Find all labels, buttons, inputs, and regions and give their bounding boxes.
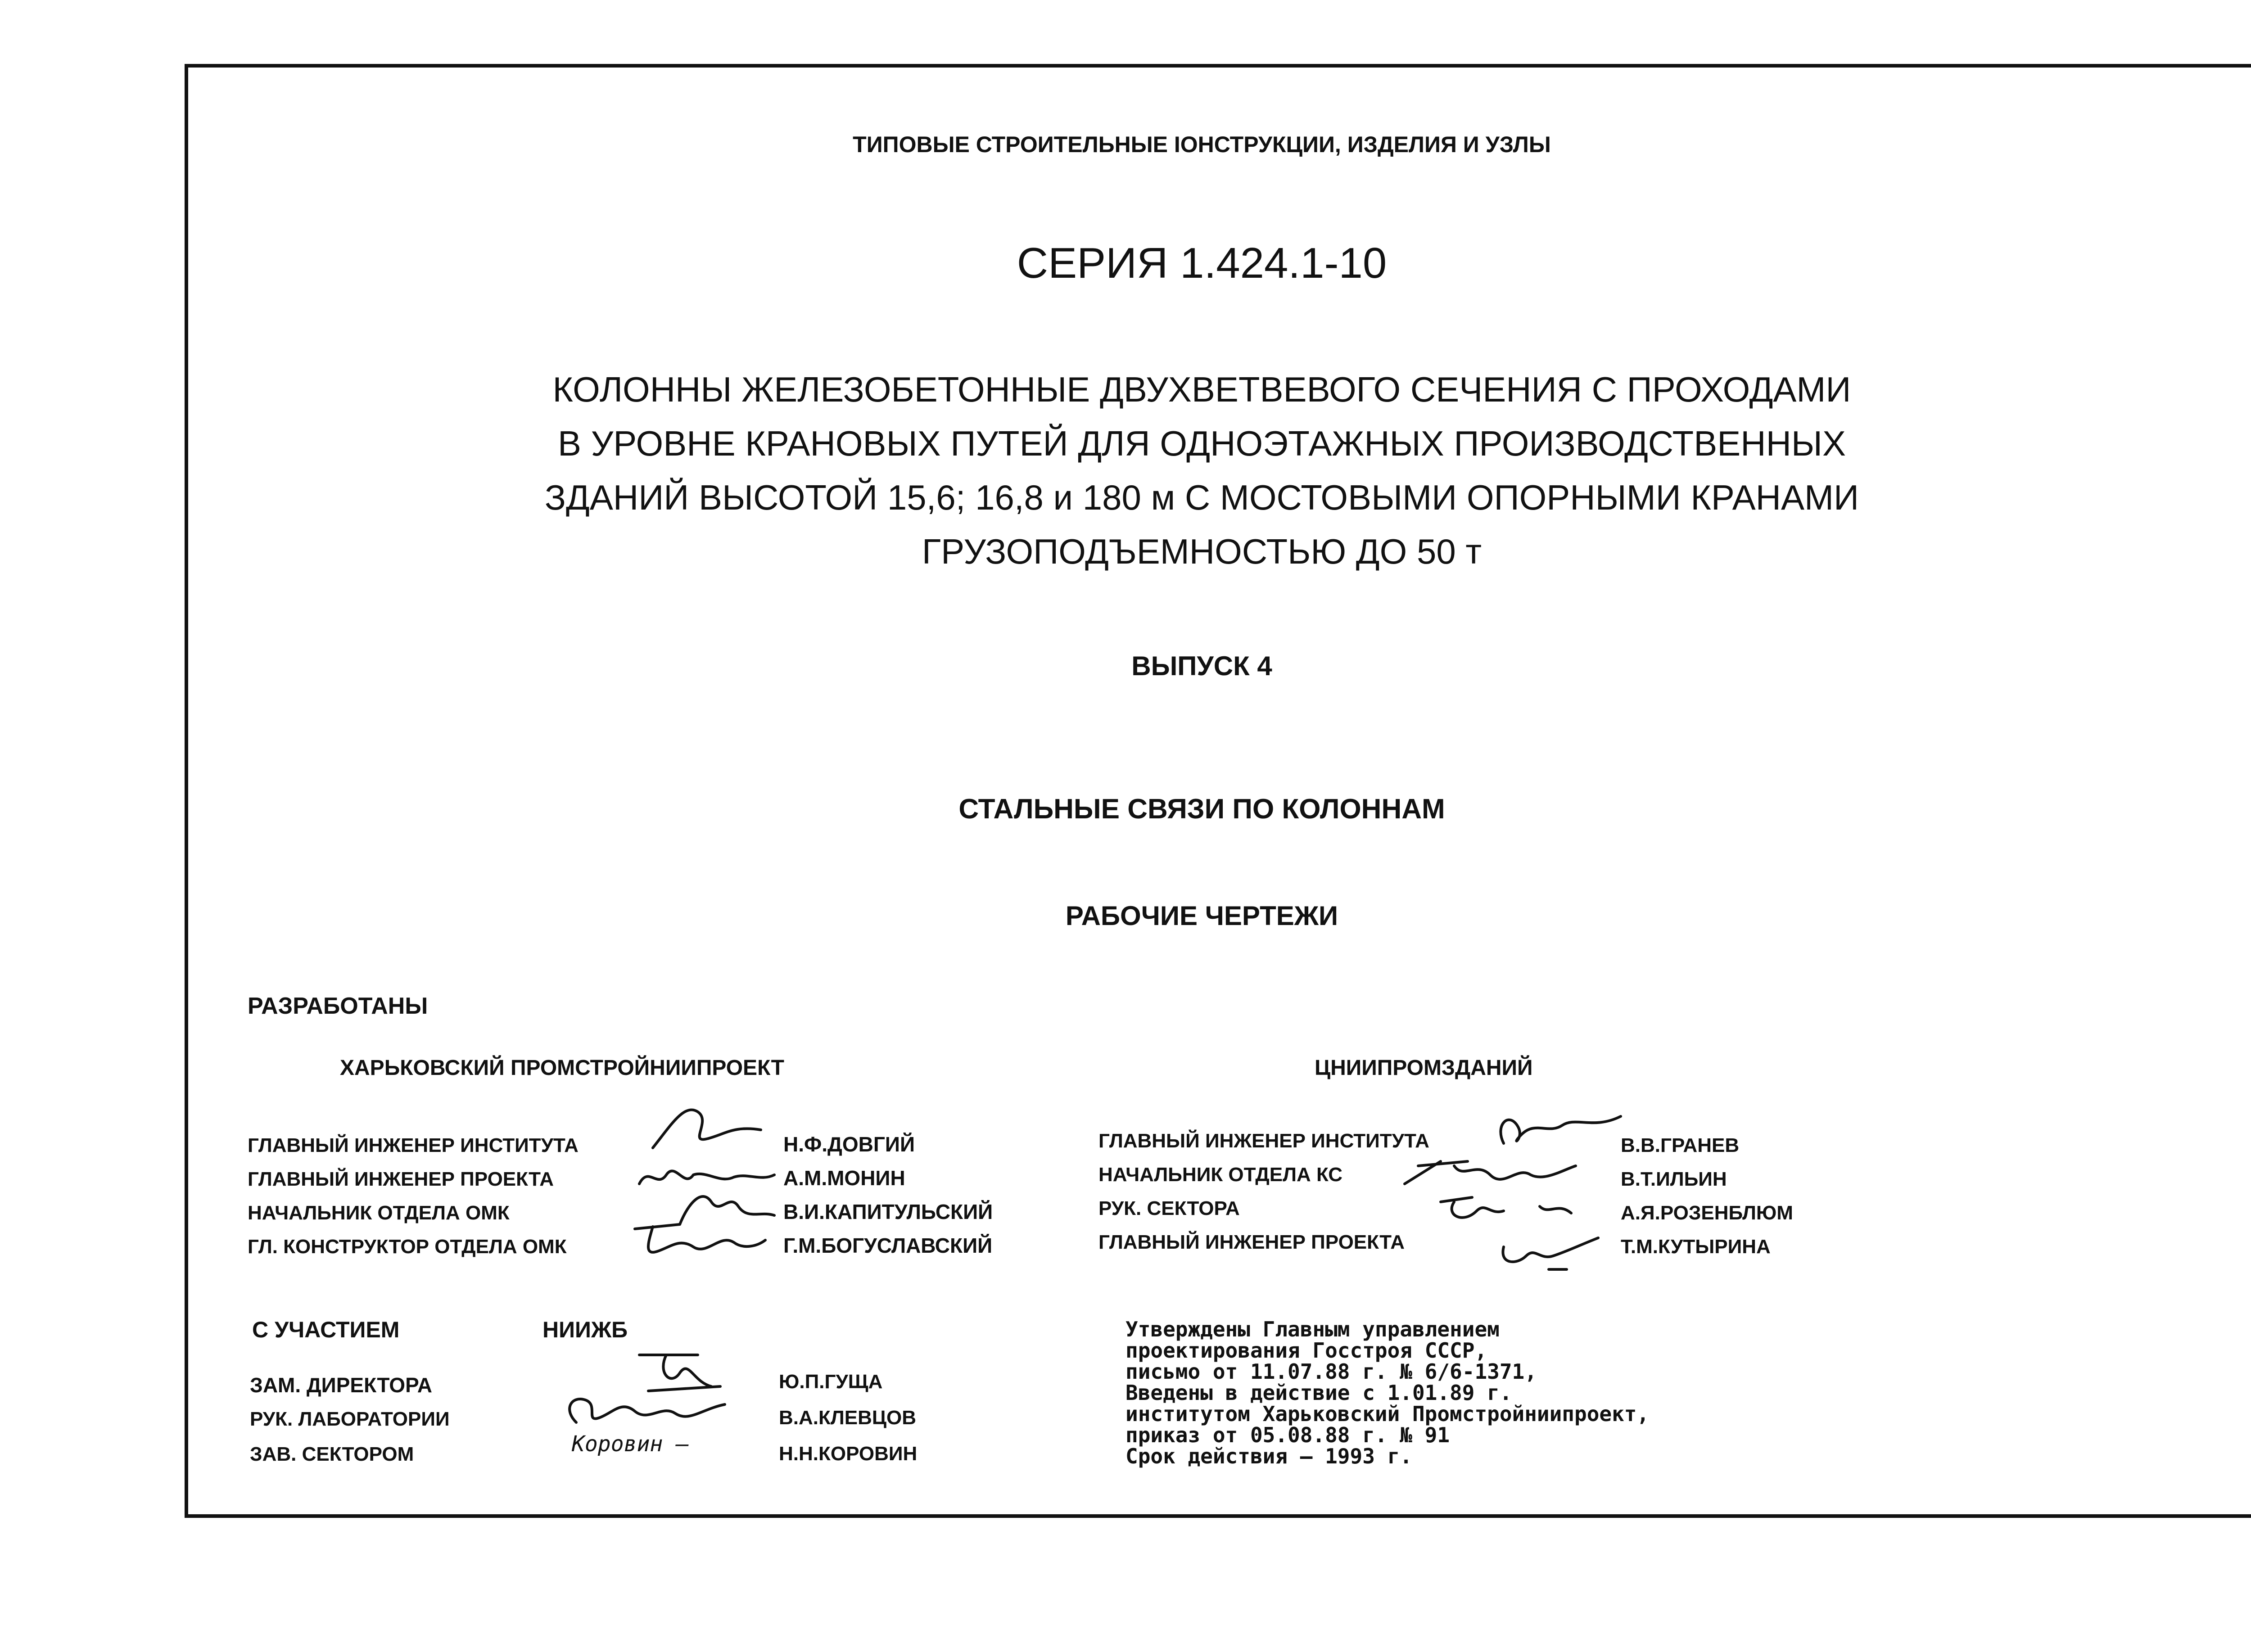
issue-number: ВЫПУСК 4 [1131,651,1272,681]
org-right-role-1: ГЛАВНЫЙ ИНЖЕНЕР ИНСТИТУТА [1098,1130,1429,1152]
org-left-person-3: В.И.КАПИТУЛЬСКИЙ [783,1200,993,1223]
developed-label: РАЗРАБОТАНЫ [248,993,428,1019]
subject-title: СТАЛЬНЫЕ СВЯЗИ ПО КОЛОННАМ [958,794,1445,825]
approval-block [1126,1319,1649,1467]
drawings-label: РАБОЧИЕ ЧЕРТЕЖИ [1065,901,1338,931]
org-right-person-3: А.Я.РОЗЕНБЛЮМ [1621,1202,1793,1224]
title-line-4: ГРУЗОПОДЪЕМНОСТЬЮ ДО 50 т [922,532,1482,571]
participation-person-3: Н.Н.КОРОВИН [779,1443,918,1465]
participation-person-2: В.А.КЛЕВЦОВ [779,1407,916,1429]
series-caption: ТИПОВЫЕ СТРОИТЕЛЬНЫЕ ІОНСТРУКЦИИ, ИЗДЕЛИЯ И УЗЛЫ [853,132,1551,157]
title-line-3: ЗДАНИЙ ВЫСОТОЙ 15,6; 16,8 и 180 м С МОСТОВЫМИ ОПОРНЫМИ КРАНАМИ [544,478,1859,517]
approval-line-1: Утверждены Главным управлением [1126,1317,1500,1341]
org-right-person-2: В.Т.ИЛЬИН [1621,1168,1727,1190]
approval-line-2: проектирования Госстроя СССР, [1126,1338,1487,1363]
title-line-2: В УРОВНЕ КРАНОВЫХ ПУТЕЙ ДЛЯ ОДНОЭТАЖНЫХ ПРОИЗВОДСТВЕННЫХ [558,424,1846,463]
org-right-person-1: В.В.ГРАНЕВ [1621,1134,1740,1156]
org-left-person-1: Н.Ф.ДОВГИЙ [783,1133,915,1156]
signature-korovin-handwritten: Коровин — [572,1431,689,1457]
org-right-role-4: ГЛАВНЫЙ ИНЖЕНЕР ПРОЕКТА [1098,1231,1405,1253]
series-number: СЕРИЯ 1.424.1-10 [1017,239,1387,287]
org-left-role-2: ГЛАВНЫЙ ИНЖЕНЕР ПРОЕКТА [248,1168,554,1190]
approval-line-3: письмо от 11.07.88 г. № 6/6-1371, [1126,1359,1537,1384]
org-right-role-3: РУК. СЕКТОРА [1098,1197,1240,1219]
participation-org: НИИЖБ [542,1317,628,1342]
signature-granev [1490,1107,1625,1157]
participation-role-1: ЗАМ. ДИРЕКТОРА [250,1373,432,1397]
participation-label: С УЧАСТИЕМ [252,1317,400,1342]
org-right-name: ЦНИИПРОМЗДАНИЙ [1315,1056,1533,1080]
signature-boguslavsky [626,1215,770,1265]
approval-line-5: институтом Харьковский Промстройниипроект, [1126,1402,1650,1426]
org-right-person-4: Т.М.КУТЫРИНА [1621,1236,1771,1258]
org-left-name: ХАРЬКОВСКИЙ ПРОМСТРОЙНИИПРОЕКТ [340,1056,784,1080]
org-left-role-1: ГЛАВНЫЙ ИНЖЕНЕР ИНСТИТУТА [248,1134,579,1156]
approval-line-7: Срок действия — 1993 г. [1126,1444,1412,1468]
participation-role-3: ЗАВ. СЕКТОРОМ [250,1443,414,1465]
org-left-person-4: Г.М.БОГУСЛАВСКИЙ [783,1234,993,1257]
signature-kutyrina [1495,1229,1612,1278]
participation-role-2: РУК. ЛАБОРАТОРИИ [250,1408,450,1430]
signature-klevtsov [558,1386,729,1436]
signature-rozenblyum [1436,1188,1580,1229]
org-right-role-2: НАЧАЛЬНИК ОТДЕЛА КС [1098,1164,1343,1186]
approval-line-6: приказ от 05.08.88 г. № 91 [1126,1423,1450,1447]
approval-line-4: Введены в действие с 1.01.89 г. [1126,1381,1512,1405]
org-left-role-3: НАЧАЛЬНИК ОТДЕЛА ОМК [248,1202,510,1224]
org-left-person-2: А.М.МОНИН [783,1166,905,1190]
title-line-1: КОЛОННЫ ЖЕЛЕЗОБЕТОННЫЕ ДВУХВЕТВЕВОГО СЕЧЕНИЯ С ПРОХОДАМИ [552,370,1851,409]
participation-person-1: Ю.П.ГУЩА [779,1371,883,1393]
org-left-role-4: ГЛ. КОНСТРУКТОР ОТДЕЛА ОМК [248,1236,567,1258]
signature-dovgiy [644,1098,774,1161]
